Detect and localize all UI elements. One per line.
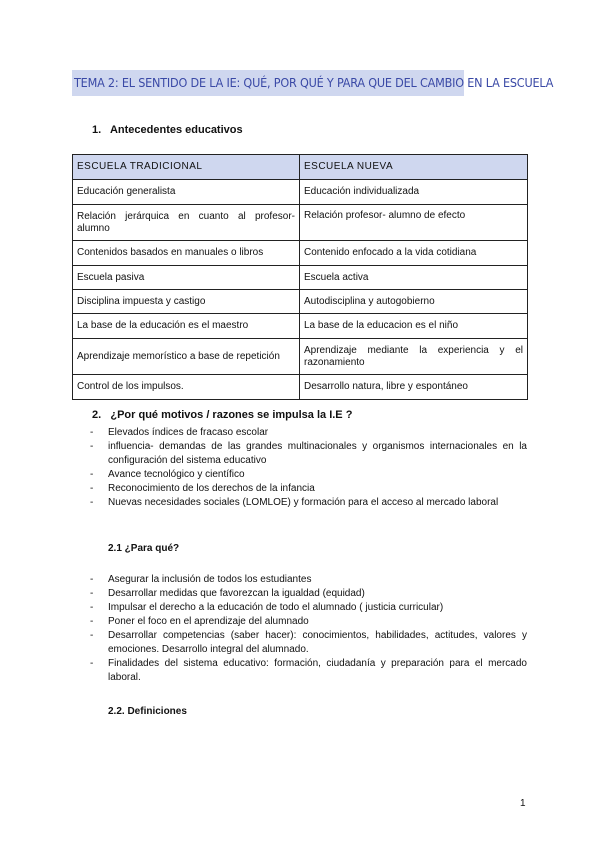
list-item: - Impulsar el derecho a la educación de todo el alumnado ( justicia curricular): [90, 602, 444, 613]
table-cell: Contenidos basados en manuales o libros: [73, 241, 300, 266]
table-cell: Contenido enfocado a la vida cotidiana: [300, 241, 528, 266]
table-header-row: [73, 155, 528, 180]
table-row: [73, 290, 528, 314]
table-cell: Escuela activa: [300, 266, 528, 290]
table-cell: Aprendizaje memorístico a base de repetición: [73, 339, 300, 375]
list-item: - Desarrollar competencias (saber hacer): conocimientos, habilidades, actitudes, valores y emociones. Desarrollo integral del alumnado.: [90, 630, 527, 655]
table-row: [73, 241, 528, 266]
table-row: [73, 375, 528, 400]
table-cell: Relación jerárquica en cuanto al profesor-alumno: [73, 205, 300, 241]
purposes-list: [90, 573, 527, 685]
table-cell: Escuela pasiva: [73, 266, 300, 290]
table-cell: Autodisciplina y autogobierno: [300, 290, 528, 314]
section-1-heading: [92, 124, 243, 136]
table-row: [73, 266, 528, 290]
table-cell: Educación individualizada: [300, 180, 528, 205]
table-cell: Aprendizaje mediante la experiencia y el razonamiento: [300, 339, 528, 375]
header-escuela-tradicional: ESCUELA TRADICIONAL: [73, 155, 300, 180]
section-2-2-heading: 2.2. Definiciones: [108, 706, 187, 717]
table-cell: Disciplina impuesta y castigo: [73, 290, 300, 314]
header-escuela-nueva: ESCUELA NUEVA: [300, 155, 528, 180]
page-number: 1: [520, 798, 526, 809]
table-cell: La base de la educacion es el niño: [300, 314, 528, 339]
list-item: - Poner el foco en el aprendizaje del alumnado: [90, 616, 309, 627]
table-cell: Educación generalista: [73, 180, 300, 205]
list-item: - Desarrollar medidas que favorezcan la igualdad (equidad): [90, 588, 365, 599]
list-item: - Nuevas necesidades sociales (LOMLOE) y formación para el acceso al mercado laboral: [90, 497, 499, 508]
table-row: [73, 205, 528, 241]
list-item: - Avance tecnológico y científico: [90, 469, 245, 480]
section-1-number: 1.: [92, 124, 102, 136]
list-item: - Elevados índices de fracaso escolar: [90, 427, 269, 438]
document-title: TEMA 2: EL SENTIDO DE LA IE: QUÉ, POR QUÉ Y PARA QUE DEL CAMBIO EN LA ESCUELA: [72, 70, 464, 96]
table-cell: Desarrollo natura, libre y espontáneo: [300, 375, 528, 400]
list-item: - Finalidades del sistema educativo: formación, ciudadanía y preparación para el mercado laboral.: [90, 658, 527, 683]
table-row: [73, 314, 528, 339]
list-item: - Reconocimiento de los derechos de la infancia: [90, 483, 315, 494]
list-item: - influencia- demandas de las grandes multinacionales y organismos internacionales en la configuración del sistema educativo: [90, 441, 527, 466]
table-row: [73, 180, 528, 205]
list-item: - Asegurar la inclusión de todos los estudiantes: [90, 574, 312, 585]
section-1-title: Antecedentes educativos: [109, 124, 243, 136]
comparison-table: [72, 154, 528, 400]
table-cell: La base de la educación es el maestro: [73, 314, 300, 339]
table-cell: Relación profesor- alumno de efecto: [300, 205, 528, 241]
section-2-1-heading: 2.1 ¿Para qué?: [108, 543, 180, 554]
table-row: [73, 339, 528, 375]
reasons-list: [90, 426, 527, 510]
section-2-number: 2.: [92, 409, 102, 421]
section-2-heading: [92, 409, 352, 421]
table-cell: Control de los impulsos.: [73, 375, 300, 400]
section-2-title: ¿Por qué motivos / razones se impulsa la I.E ?: [110, 409, 353, 421]
